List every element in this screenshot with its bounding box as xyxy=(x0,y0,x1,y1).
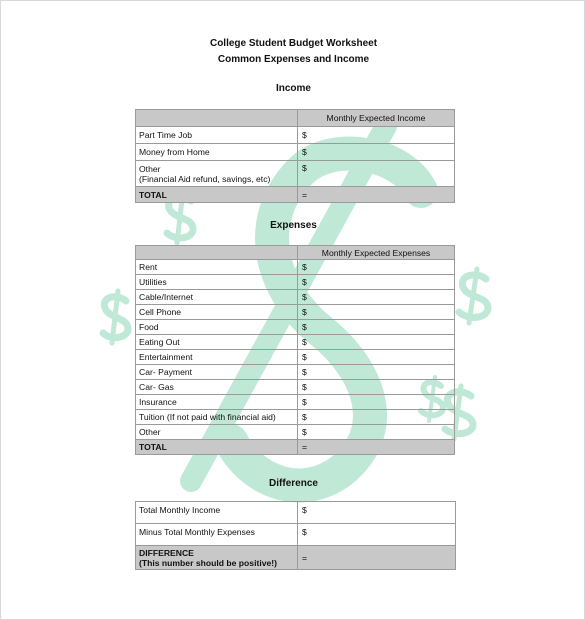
row-label: Money from Home xyxy=(136,144,298,161)
total-field[interactable]: = xyxy=(298,546,456,570)
table-row xyxy=(136,365,455,380)
row-label: Cable/Internet xyxy=(136,290,298,305)
row-label: Entertainment xyxy=(136,350,298,365)
amount-field[interactable]: $ xyxy=(298,365,455,380)
row-label: Rent xyxy=(136,260,298,275)
income-total-row xyxy=(136,187,455,203)
table-row xyxy=(136,260,455,275)
table-row xyxy=(136,144,455,161)
row-label: Utilities xyxy=(136,275,298,290)
total-label-line1: DIFFERENCE xyxy=(139,547,194,558)
row-label: Car- Gas xyxy=(136,380,298,395)
total-label xyxy=(136,546,298,570)
expenses-header-blank xyxy=(136,246,298,260)
table-row xyxy=(136,410,455,425)
income-table xyxy=(135,109,455,203)
table-row xyxy=(136,380,455,395)
amount-field[interactable]: $ xyxy=(298,425,455,440)
table-row xyxy=(136,524,456,546)
row-label-line2: (Financial Aid refund, savings, etc) xyxy=(139,173,271,184)
amount-field[interactable]: $ xyxy=(298,502,456,524)
row-label: Cell Phone xyxy=(136,305,298,320)
amount-field[interactable]: $ xyxy=(298,275,455,290)
document-title: College Student Budget Worksheet xyxy=(209,38,378,49)
row-label: Total Monthly Income xyxy=(136,502,298,524)
row-label: Car- Payment xyxy=(136,365,298,380)
difference-total-row xyxy=(136,546,456,570)
amount-field[interactable]: $ xyxy=(298,320,455,335)
amount-field[interactable]: $ xyxy=(298,395,455,410)
amount-field[interactable]: $ xyxy=(298,127,455,144)
amount-field[interactable]: $ xyxy=(298,350,455,365)
amount-field[interactable]: $ xyxy=(298,524,456,546)
table-row xyxy=(136,350,455,365)
amount-field[interactable]: $ xyxy=(298,335,455,350)
difference-table xyxy=(135,501,456,570)
amount-field[interactable]: $ xyxy=(298,161,455,187)
table-row xyxy=(136,395,455,410)
total-label: TOTAL xyxy=(136,440,298,455)
table-row xyxy=(136,290,455,305)
table-row xyxy=(136,320,455,335)
amount-field[interactable]: $ xyxy=(298,305,455,320)
income-header-blank xyxy=(136,110,298,127)
amount-field[interactable]: $ xyxy=(298,144,455,161)
row-label: Minus Total Monthly Expenses xyxy=(136,524,298,546)
table-row xyxy=(136,275,455,290)
table-row xyxy=(136,161,455,187)
amount-field[interactable]: $ xyxy=(298,380,455,395)
row-label: Food xyxy=(136,320,298,335)
total-label: TOTAL xyxy=(136,187,298,203)
table-row xyxy=(136,502,456,524)
income-column-header: Monthly Expected Income xyxy=(298,110,455,127)
expenses-heading: Expenses xyxy=(270,220,317,231)
expenses-table xyxy=(135,245,455,455)
expenses-column-header: Monthly Expected Expenses xyxy=(298,246,455,260)
table-row xyxy=(136,335,455,350)
table-row xyxy=(136,425,455,440)
difference-heading: Difference xyxy=(269,478,318,489)
total-field[interactable]: = xyxy=(298,187,455,203)
row-label-line1: Other xyxy=(139,163,161,174)
amount-field[interactable]: $ xyxy=(298,260,455,275)
expenses-total-row xyxy=(136,440,455,455)
income-heading: Income xyxy=(275,83,311,94)
amount-field[interactable]: $ xyxy=(298,410,455,425)
table-row xyxy=(136,127,455,144)
total-label-line2: (This number should be positive!) xyxy=(139,557,277,568)
row-label: Insurance xyxy=(136,395,298,410)
table-row xyxy=(136,305,455,320)
row-label: Other xyxy=(136,425,298,440)
row-label: Eating Out xyxy=(136,335,298,350)
document-subtitle: Common Expenses and Income xyxy=(217,54,370,65)
row-label: Tuition (If not paid with financial aid) xyxy=(136,410,298,425)
row-label: Part Time Job xyxy=(136,127,298,144)
row-label xyxy=(136,161,298,187)
amount-field[interactable]: $ xyxy=(298,290,455,305)
total-field[interactable]: = xyxy=(298,440,455,455)
income-header-row xyxy=(136,110,455,127)
expenses-header-row xyxy=(136,246,455,260)
